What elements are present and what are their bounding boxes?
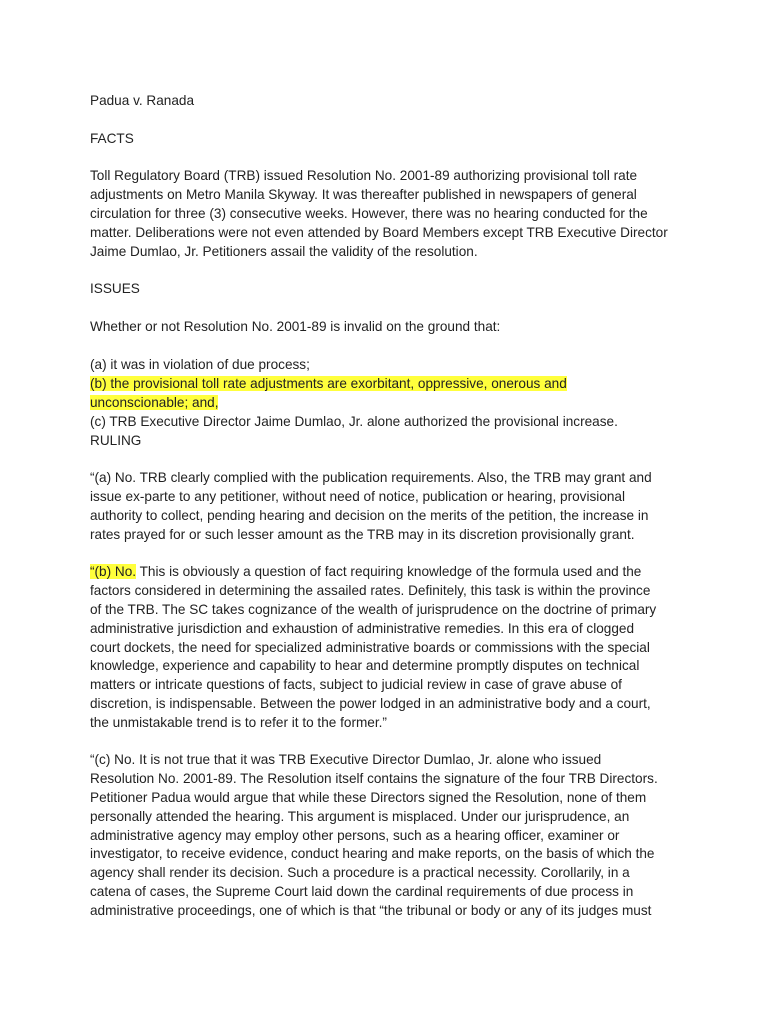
ruling-c-line: Resolution No. 2001-89. The Resolution itself contains the signature of the four TRB Directors.: [90, 770, 658, 786]
issue-b-line: [90, 394, 690, 413]
facts-section: [90, 130, 690, 149]
ruling-c-line: Petitioner Padua would argue that while these Directors signed the Resolution, none of them: [90, 789, 647, 805]
issue-c: (c) TRB Executive Director Jaime Dumlao, Jr. alone authorized the provisional increase.: [90, 413, 618, 429]
ruling-c-line: administrative agency may employ other persons, such as a hearing officer, examiner or: [90, 827, 620, 843]
ruling-b-line: of the TRB. The SC takes cognizance of the wealth of jurisprudence on the doctrine of primary: [90, 601, 657, 617]
ruling-c-line: investigator, to receive evidence, conduct hearing and make reports, on the basis of which the: [90, 846, 655, 862]
ruling-b-paragraph: [90, 563, 690, 733]
issues-intro: Whether or not Resolution No. 2001-89 is invalid on the ground that:: [90, 319, 501, 334]
ruling-b-line: factors considered in determining the assailed rates. Definitely, this task is within the province: [90, 582, 651, 598]
ruling-a-line: “(a) No. TRB clearly complied with the publication requirements. Also, the TRB may grant and: [90, 470, 652, 485]
ruling-heading: RULING: [90, 432, 142, 448]
facts-line: Jaime Dumlao, Jr. Petitioners assail the validity of the resolution.: [90, 243, 478, 259]
issues-intro-block: [90, 318, 690, 337]
ruling-c-line: catena of cases, the Supreme Court laid down the cardinal requirements of due process in: [90, 884, 634, 900]
issues-section: [90, 280, 690, 299]
ruling-c-line: administrative proceedings, one of which is that “the tribunal or body or any of its judges must: [90, 903, 652, 919]
ruling-c-line: “(c) No. It is not true that it was TRB Executive Director Dumlao, Jr. alone who issued: [90, 752, 602, 767]
ruling-a-line: issue ex-parte to any petitioner, without need of notice, publication or hearing, provisional: [90, 488, 626, 504]
ruling-b-line: court dockets, the need for specialized administrative boards or commissions with the special: [90, 639, 650, 655]
ruling-a-paragraph: [90, 469, 690, 545]
ruling-a-line: authority to collect, pending hearing and decision on the merits of the petition, the increase in: [90, 507, 649, 523]
document-title: Padua v. Ranada: [90, 93, 195, 108]
ruling-b-line: discretion, is indispensable. Between the power lodged in an administrative body and a court,: [90, 696, 651, 712]
ruling-a-line: rates prayed for or such lesser amount as the TRB may in its discretion provisionally grant.: [90, 526, 635, 542]
facts-line: matter. Deliberations were not even attended by Board Members except TRB Executive Director: [90, 224, 668, 240]
ruling-c-paragraph: [90, 751, 690, 921]
issues-heading: ISSUES: [90, 281, 140, 296]
issue-b-highlight: unconscionable; and,: [90, 394, 219, 410]
facts-line: circulation for three (3) consecutive weeks. However, there was no hearing conducted for the: [90, 205, 648, 221]
facts-line: Toll Regulatory Board (TRB) issued Resolution No. 2001-89 authorizing provisional toll rate: [90, 168, 638, 183]
document-title-block: [90, 92, 690, 111]
ruling-b-line: the unmistakable trend is to refer it to the former.”: [90, 715, 387, 731]
facts-paragraph: [90, 167, 690, 261]
ruling-b-first-line: [90, 563, 690, 582]
ruling-b-highlight: “(b) No.: [90, 564, 137, 579]
ruling-c-line: agency shall render its decision. Such a procedure is a practical necessity. Corollarily, in a: [90, 865, 630, 881]
issue-a: (a) it was in violation of due process;: [90, 357, 310, 372]
ruling-b-line: matters or intricate questions of facts, subject to judicial review in case of grave abuse of: [90, 677, 622, 693]
ruling-c-line: personally attended the hearing. This argument is misplaced. Under our jurisprudence, an: [90, 808, 630, 824]
issue-b-line: [90, 375, 690, 394]
issues-list: [90, 356, 690, 450]
ruling-b-first-rest: This is obviously a question of fact requiring knowledge of the formula used and the: [136, 564, 642, 579]
ruling-b-line: administrative jurisdiction and exhaustion of administrative remedies. In this era of clogged: [90, 620, 635, 636]
facts-line: adjustments on Metro Manila Skyway. It was thereafter published in newspapers of general: [90, 186, 637, 202]
ruling-b-line: knowledge, experience and capability to hear and determine promptly disputes on technical: [90, 658, 640, 674]
issue-b-highlight: (b) the provisional toll rate adjustments are exorbitant, oppressive, onerous and: [90, 375, 567, 391]
facts-heading: FACTS: [90, 131, 134, 146]
